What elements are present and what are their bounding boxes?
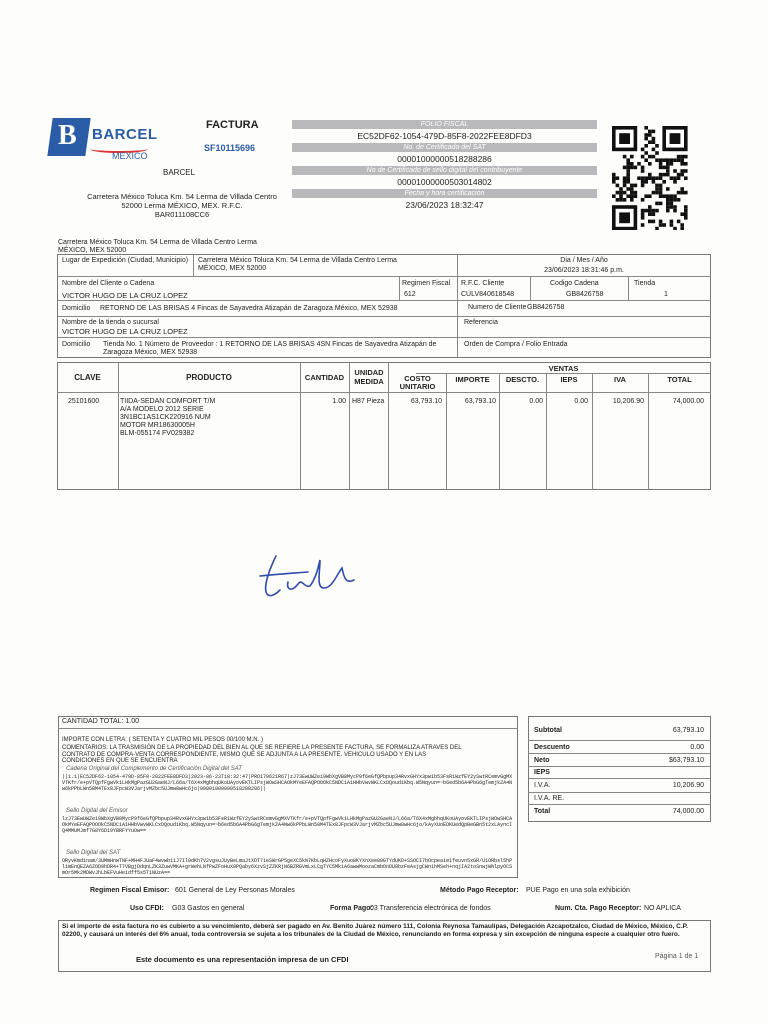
- row-iva: 10,206.90: [612, 398, 644, 405]
- importe-letra: IMPORTE CON LETRA: ( SETENTA Y CUATRO MIL PESOS 00/100 M.N. ): [62, 737, 263, 743]
- regimen-emisor-label: Regimen Fiscal Emisor:: [90, 887, 170, 894]
- iva-value: 10,206.90: [672, 782, 704, 789]
- qr-code-icon: [612, 126, 688, 230]
- sello-sat-label: Sello Digital del SAT: [66, 850, 121, 856]
- company-name: BARCEL: [163, 168, 196, 177]
- regimen-value: 612: [404, 291, 416, 298]
- sucursal-line1: Carretera México Toluca Km. 54 Lerma de Villada Centro Lerma: [58, 239, 257, 246]
- descuento-label: Descuento: [534, 744, 570, 751]
- row-clave: 25101600: [68, 398, 100, 405]
- metodo-pago-value: PUE Pago en una sola exhibición: [526, 887, 630, 894]
- cert-emisor-value: 00001000000503014802: [397, 177, 492, 187]
- num-cliente-value: GB8426758: [527, 304, 565, 311]
- cert-sat-value: 00001000000518288286: [397, 154, 492, 164]
- regimen-emisor-value: 601 General de Ley Personas Morales: [175, 887, 295, 894]
- fecha-cert-value: 23/06/2023 18:32:47: [405, 200, 484, 210]
- row-importe: 63,793.10: [464, 398, 496, 405]
- pagina: Página 1 de 1: [655, 953, 699, 960]
- producto-line: 3N1BC1AS1CK220916 NUM: [120, 414, 211, 421]
- orden-label: Orden de Compra / Folio Entrada: [464, 341, 568, 348]
- ivare-label: I.V.A. RE.: [534, 795, 565, 802]
- col-total: TOTAL: [667, 375, 692, 384]
- row-ieps: 0.00: [574, 398, 588, 405]
- domicilio-value: RETORNO DE LAS BRISAS 4 Fincas de Sayavedra Atizapán de Zaragoza México, MEX 52938: [100, 305, 398, 312]
- uso-cfdi-value: G03 Gastos en general: [172, 905, 245, 912]
- iva-label: I.V.A.: [534, 782, 551, 789]
- barcel-logo: [50, 118, 160, 168]
- tienda-label: Tienda: [634, 280, 656, 287]
- subtotal-label: Subtotal: [534, 727, 562, 734]
- row-costo: 63,793.10: [410, 398, 442, 405]
- folio-fiscal-label: FOLIO FISCAL: [292, 120, 597, 129]
- row-descto: 0.00: [529, 398, 543, 405]
- subtotal-value: 63,793.10: [672, 727, 704, 734]
- neto-label: Neto: [534, 757, 550, 764]
- row-unidad: H87 Pieza: [352, 398, 385, 405]
- producto-line: MOTOR MR18630005H: [120, 422, 195, 429]
- col-descto: DESCTO.: [505, 375, 540, 384]
- cadena-value: ||1.1|EC52DF62-1054-479D-85F8-2022FEE8DFD3|2023-06-23T18:32:47|PRO170621R67|zJ73EwUWZe19WbXgVB8MycP9f6eGfQPbpup34RvxGHYx3pw1b53FsR1WzfEY2ySwtRCemvGgMXVTKfr/e+pVTQpfFgwVk1LHkMgPazGU2GaeNJ/L66a/T6X4xMgbhqUKoUAyovEKTLIPsjWOwSHCAOkMYeEFAQPOOOkC5NDCiA1HHbVwvWKLCxDQoudiKbq.W5Nqyun=~b6ed5b6A4PbG6gTemjkZA4Nw6kPPbLWn58M4TEx8JFpcW3VJarjvMZbc5UJmw8wHc6jo|00001000000518288286||: [62, 774, 513, 792]
- total-value: 74,000.00: [672, 808, 704, 815]
- ieps-label: IEPS: [534, 769, 550, 776]
- cta-pago-value: NO APLICA: [644, 905, 681, 912]
- cadena-label: Cadena Original del Complemento de Certificación Digital del SAT: [66, 766, 242, 772]
- doc-type: FACTURA: [206, 119, 259, 131]
- domicilio2-value: Tienda No. 1 Número de Proveedor : 1 RETORNO DE LAS BRISAS 4SN Fincas de Sayavedra Atizapán de Zaragoza México, MEX 52938: [103, 341, 437, 356]
- producto-line: TIIDA-SEDAN COMFORT T/M: [120, 398, 216, 405]
- row-cantidad: 1.00: [332, 398, 346, 405]
- forma-pago-label: Forma Pago:: [330, 905, 373, 912]
- num-cliente-label: Numero de Cliente: [468, 304, 527, 311]
- rfc-cliente-value: CULV840618548: [461, 291, 515, 298]
- col-importe: IMPORTE: [455, 375, 490, 384]
- col-producto: PRODUCTO: [186, 373, 232, 382]
- signature-icon: [258, 548, 362, 604]
- metodo-pago-label: Método Pago Receptor:: [440, 887, 519, 894]
- fecha-cert-label: Fecha y hora certificación: [292, 189, 597, 198]
- logo-name: BARCEL: [92, 126, 158, 143]
- tienda-nombre-value: VICTOR HUGO DE LA CRUZ LOPEZ: [62, 327, 188, 336]
- col-iva: IVA: [614, 375, 626, 384]
- descuento-value: 0.00: [690, 744, 704, 751]
- rfc-cliente-label: R.F.C. Cliente: [461, 280, 505, 287]
- col-clave: CLAVE: [74, 373, 101, 382]
- neto-value: $63,793.10: [668, 757, 704, 764]
- folio-interno: SF10115696: [204, 143, 256, 153]
- regimen-label: Regimen Fiscal: [402, 280, 451, 287]
- forma-pago-value: 03 Transferencia electrónica de fondos: [370, 905, 491, 912]
- referencia-label: Referencia: [464, 319, 498, 326]
- sello-sat-value: ORyvKmd1nam/3UMmHnwTNF+MH4FJUaF4wvwb11J7Il0dKh7V2vgsuJUyBeLmaJtXDT7ieSWrGP5geXC5kN7KbLqHZHcoFyXuo8KYXnXee80GTYdUKD+SSOCI7bOcpeaie1feuvn5xGR/U1ORbsl5hPlimEnQEZA6ZOD9hDR4+T7VBgjDdqnLZK3ZuwVMKA+grWehLNfPwZFoHuX0PQaby6XzvSjZZKRjN6BZRGVmLxLCgTYC5MkiA6awwMoozaCmbOnDU8bzFeAsjgCWn1hMSeh+nqjIA2toSnwjWNlpyOCSmOr5Mk2MDWvJhLbEFVuHeidff5s5TiNUzA==: [62, 858, 513, 876]
- domicilio-label: Domicilio: [62, 305, 91, 312]
- row-total: 74,000.00: [672, 398, 704, 405]
- col-cantidad: CANTIDAD: [304, 373, 345, 382]
- col-costo: COSTO UNITARIO: [399, 374, 436, 391]
- qr-code-graphic: [612, 126, 688, 230]
- sucursal-address: [58, 239, 257, 255]
- tienda-value: 1: [664, 291, 668, 298]
- cliente-value: VICTOR HUGO DE LA CRUZ LOPEZ: [62, 291, 188, 300]
- total-label: Total: [534, 808, 551, 815]
- fiscal-block: [292, 120, 597, 212]
- sucursal-line2: MÉXICO, MEX 52000: [58, 247, 127, 254]
- producto-line: BLM-055174 FV029382: [120, 430, 195, 437]
- emisor-rfc: BAR011108CC6: [154, 210, 210, 219]
- ventas-header: VENTAS: [548, 364, 579, 373]
- codigo-cadena-label: Codigo Cadena: [550, 280, 599, 287]
- domicilio2-label: Domicilio: [62, 341, 91, 348]
- cantidad-total: CANTIDAD TOTAL: 1.00: [62, 718, 140, 725]
- logo-letter-icon: B: [58, 120, 77, 151]
- aviso-text: Si el importe de esta factura no es cubierto a su vencimiento, deberá ser pagado en Av. Benito Juárez número 111, Colonia Reynosa Tamaulipas, Delegación Azcapotzalco, Ciudad de México, México, C.P. 02200, y causará un interés del 6% anual, toda controversia se sujeta a los tribunales de la Ciudad de México, renunciando en forma expresa y sin excepción de ninguna especie a cualquier otro fuero.: [62, 923, 688, 938]
- lugar-value: Carretera México Toluca Km. 54 Lerma de Villada Centro Lerma MÉXICO, MEX 52000: [198, 257, 397, 272]
- logo-sub: MÉXICO: [112, 151, 148, 161]
- tienda-nombre-label: Nombre de la tienda o sucursal: [62, 319, 159, 326]
- col-unidad: UNIDAD MEDIDA: [354, 368, 384, 386]
- dia-value: 23/06/2023 18:31:46 p.m.: [544, 267, 624, 274]
- producto-line: A/A MODELO 2012 SERIE: [120, 406, 204, 413]
- representacion: Este documento es una representación impresa de un CFDI: [136, 955, 349, 964]
- col-ieps: IEPS: [560, 375, 578, 384]
- cliente-label: Nombre del Cliente o Cadena: [62, 280, 155, 287]
- cta-pago-label: Num. Cta. Pago Receptor:: [555, 905, 642, 912]
- sello-emisor-label: Sello Digital del Emisor: [66, 808, 128, 814]
- emisor-address: [82, 192, 282, 219]
- cert-emisor-label: No de Certificado de sello digital del contribuyente: [292, 166, 597, 175]
- dia-label: Dia / Mes / Año: [560, 257, 608, 264]
- cert-sat-label: No. de Certificado del SAT: [292, 143, 597, 152]
- folio-fiscal-value: EC52DF62-1054-479D-85F8-2022FEE8DFD3: [357, 131, 532, 141]
- codigo-cadena-value: GB8426758: [566, 291, 604, 298]
- comentarios: COMENTARIOS: LA TRASMISIÓN DE LA PROPIEDAD DEL BIEN AL QUE SE REFIERE LA PRESENTE FACTURA, SE FORMALIZA ATRAVES DEL CONTRATO DE COMPRA-VENTA CORRESPONDIENTE, MISMO QUE SE ADJUNTA A LA PRESENTE. VEHICULO USADO Y EN LAS CONDICIONES EN QUE SE ENCUENTRA: [62, 745, 462, 764]
- row-producto: [120, 398, 215, 438]
- uso-cfdi-label: Uso CFDI:: [130, 905, 164, 912]
- sello-emisor-value: lzJ73EwUWZe19WbXgVB8MycP9f6eGfQPbpup34RvxGHYx3pw1b53FsR1WzfEY2ySwtRCemvGgMXVTKfr/e+pVTQpfFgwVk1LHkMgPazGU2GaeNJ/L66a/T6X4xMgbhqUKoUAyovEKTLIPsjWOwSHCAOkMYeEFAQPOOOkC5NDCiA1HHbVwvWKLCxDQoudiKbq.W5Nqyun=~b6ed5b6A4PbG6gTemjkZA4Nw6kPPbLWn58M4TEx8JFpcW3VJarjvMZbc5UJmw8wHc6jo/kAyXUoEDKUedQpBeGBn5t2xLAyncIQ4MMUMJmf7G8Y6Di9YBRFYYuOw==: [62, 816, 513, 834]
- emisor-address-text: Carretera México Toluca Km. 54 Lerma de Villada Centro 52000 Lerma MÉXICO, MEX. R.F.C.: [87, 192, 277, 210]
- lugar-label: Lugar de Expedición (Ciudad, Municipio): [62, 257, 189, 264]
